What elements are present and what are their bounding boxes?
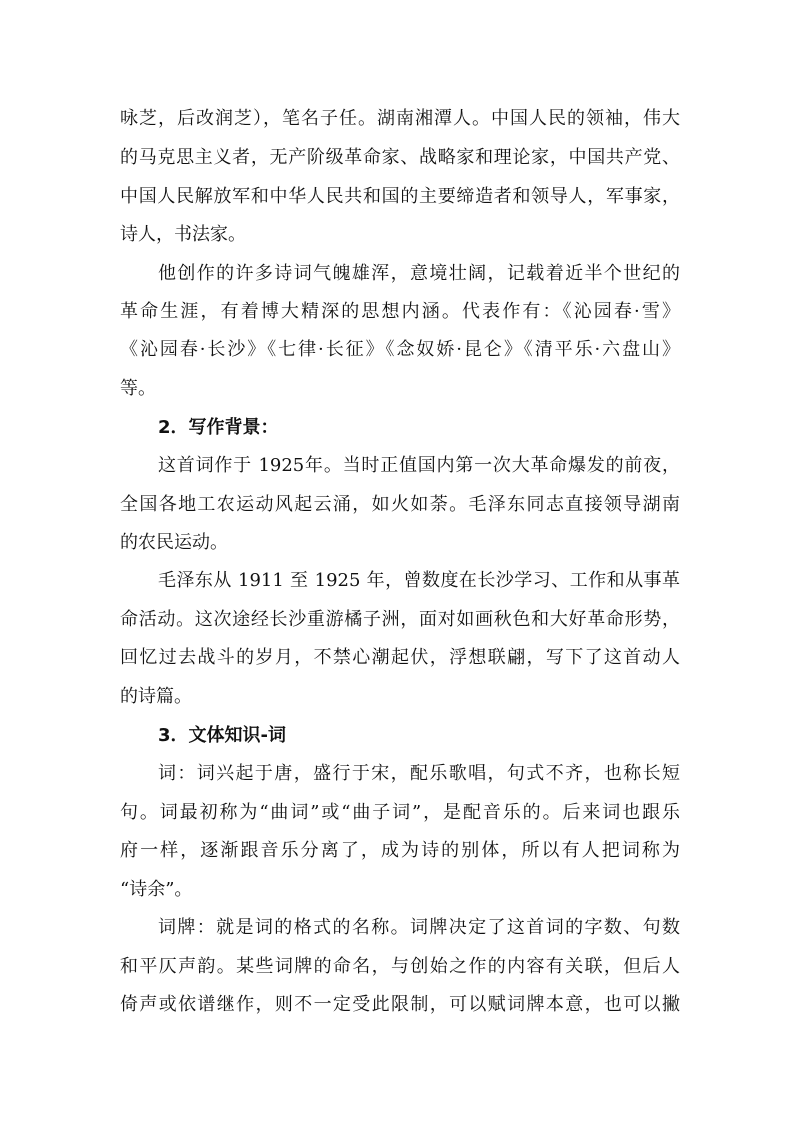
text-line: 府一样，逐渐跟音乐分离了，成为诗的别体，所以有人把词称为	[120, 840, 680, 861]
text-line: 词牌：就是词的格式的名称。词牌决定了这首词的字数、句数	[158, 917, 680, 938]
text-line: 他创作的许多诗词气魄雄浑，意境壮阔，记载着近半个世纪的	[158, 263, 680, 284]
section-heading: 2．写作背景：	[158, 417, 279, 438]
text-line: 中国人民解放军和中华人民共和国的主要缔造者和领导人，军事家，	[120, 186, 680, 207]
text-line: 咏芝，后改润芝），笔名子任。湖南湘潭人。中国人民的领袖，伟大	[120, 108, 680, 129]
section-heading: 3．文体知识-词	[158, 725, 286, 746]
text-line: 词：词兴起于唐，盛行于宋，配乐歌唱，句式不齐，也称长短	[158, 763, 680, 784]
text-line: 的农民运动。	[120, 532, 228, 553]
text-line: 《沁园春·长沙》《七律·长征》《念奴娇·昆仑》《清平乐·六盘山》	[120, 339, 680, 360]
text-line: 倚声或依谱继作，则不一定受此限制，可以赋词牌本意，也可以撇	[120, 994, 680, 1015]
text-line: “诗余”。	[120, 879, 193, 900]
text-line: 回忆过去战斗的岁月，不禁心潮起伏，浮想联翩，写下了这首动人	[120, 647, 680, 668]
text-line: 诗人，书法家。	[120, 224, 246, 245]
text-line: 句。词最初称为“曲词”或“曲子词”，是配音乐的。后来词也跟乐	[120, 802, 680, 823]
text-line: 革命生涯，有着博大精深的思想内涵。代表作有：《沁园春·雪》	[120, 301, 680, 322]
text-line: 等。	[120, 378, 156, 399]
text-line: 的马克思主义者，无产阶级革命家、战略家和理论家，中国共产党、	[120, 147, 680, 168]
text-line: 毛泽东从 1911 至 1925 年，曾数度在长沙学习、工作和从事革	[158, 570, 680, 591]
text-line: 命活动。这次途经长沙重游橘子洲，面对如画秋色和大好革命形势，	[120, 609, 680, 630]
text-line: 这首词作于 1925年。当时正值国内第一次大革命爆发的前夜，	[158, 455, 680, 476]
text-line: 的诗篇。	[120, 686, 192, 707]
text-line: 和平仄声韵。某些词牌的命名，与创始之作的内容有关联，但后人	[120, 956, 680, 977]
text-line: 全国各地工农运动风起云涌，如火如荼。毛泽东同志直接领导湖南	[120, 494, 680, 515]
